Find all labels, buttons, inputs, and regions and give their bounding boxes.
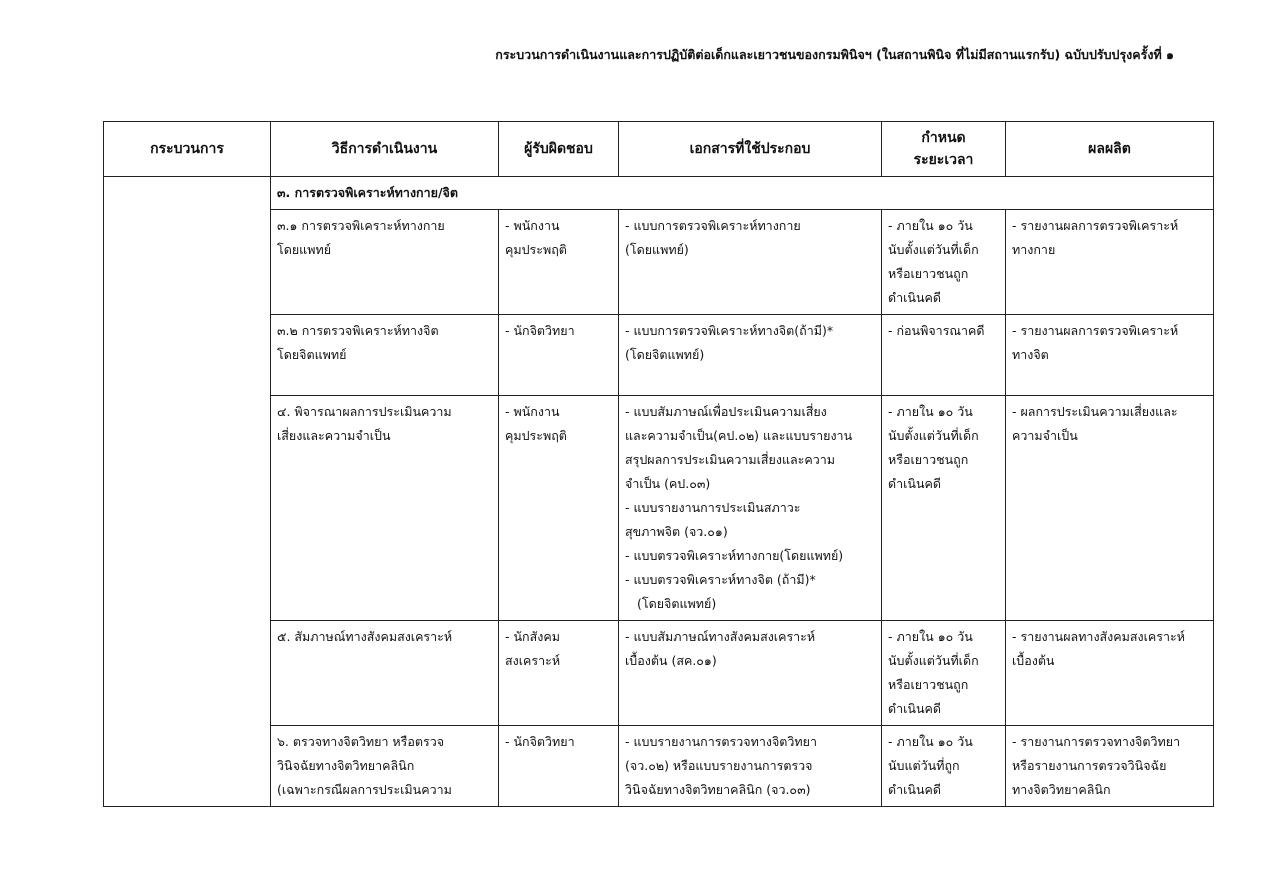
method-cell [271,621,499,726]
documents-line: (โดยแพทย์) [625,242,689,257]
method-cell [271,396,499,621]
column-header-output: ผลผลิต [1006,122,1214,177]
output-line: ความจำเป็น [1012,428,1078,443]
responsible-line: - นักสังคม [505,629,560,644]
output-cell [1006,315,1214,396]
documents-line: - แบบตรวจพิเคราะห์ทางกาย(โดยแพทย์) [625,548,844,563]
timeline-line: ดำเนินคดี [888,290,941,305]
timeline-line: - ภายใน ๑๐ วัน [888,734,973,749]
responsible-cell [499,315,619,396]
output-line: ทางจิต [1012,347,1049,362]
timeline-line: - ก่อนพิจารณาคดี [888,323,985,338]
column-header-documents: เอกสารที่ใช้ประกอบ [619,122,882,177]
method-line: เสี่ยงและความจำเป็น [277,428,391,443]
output-line: ทางกาย [1012,242,1056,257]
column-header-timeline-line2: ระยะเวลา [913,152,974,168]
responsible-line: - นักจิตวิทยา [505,323,575,338]
output-line: - รายงานผลทางสังคมสงเคราะห์ [1012,629,1185,644]
method-line: วินิจฉัยทางจิตวิทยาคลินิก [277,758,415,773]
responsible-line: - พนักงาน [505,218,560,233]
timeline-line: ดำเนินคดี [888,701,941,716]
process-cell [104,177,271,807]
timeline-line: - ภายใน ๑๐ วัน [888,629,973,644]
responsible-cell [499,726,619,807]
column-header-method: วิธีการดำเนินงาน [271,122,499,177]
output-line: - รายงานการตรวจทางจิตวิทยา [1012,734,1181,749]
responsible-cell [499,621,619,726]
method-line: ๓.๑ การตรวจพิเคราะห์ทางกาย [277,218,445,233]
timeline-line: หรือเยาวชนถูก [888,452,969,467]
timeline-cell [882,726,1006,807]
table-header-row [104,122,1214,177]
documents-line: (โดยจิตแพทย์) [637,596,717,611]
method-cell [271,315,499,396]
table-row [104,210,1214,315]
responsible-line: - นักจิตวิทยา [505,734,575,749]
responsible-cell [499,210,619,315]
method-line: ๓.๒ การตรวจพิเคราะห์ทางจิต [277,323,439,338]
process-table [103,121,1214,807]
timeline-line: นับแต่วันที่ถูก [888,758,960,773]
column-header-timeline-line1: กำหนด [921,130,966,146]
output-cell [1006,621,1214,726]
table-row [104,726,1214,807]
section-title: ๓. การตรวจพิเคราะห์ทางกาย/จิต [271,177,1214,210]
timeline-line: หรือเยาวชนถูก [888,677,969,692]
output-line: - รายงานผลการตรวจพิเคราะห์ [1012,323,1179,338]
timeline-cell [882,210,1006,315]
output-cell [1006,726,1214,807]
output-line: หรือรายงานการตรวจวินิจฉัย [1012,758,1167,773]
timeline-line: ดำเนินคดี [888,476,941,491]
timeline-line: ดำเนินคดี [888,782,941,797]
timeline-line: นับตั้งแต่วันที่เด็ก [888,242,979,257]
responsible-line: สงเคราะห์ [505,653,561,668]
table-row [104,315,1214,396]
documents-line: (โดยจิตแพทย์) [625,347,705,362]
documents-line: - แบบการตรวจพิเคราะห์ทางกาย [625,218,801,233]
responsible-line: คุมประพฤติ [505,428,567,443]
method-cell [271,726,499,807]
method-line: โดยแพทย์ [277,242,332,257]
method-line: โดยจิตแพทย์ [277,347,347,362]
section-row [104,177,1214,210]
method-line: (เฉพาะกรณีผลการประเมินความ [277,782,452,797]
documents-cell [619,621,882,726]
timeline-line: นับตั้งแต่วันที่เด็ก [888,653,979,668]
documents-line: และความจำเป็น(คป.๐๒) และแบบรายงาน [625,428,853,443]
timeline-line: - ภายใน ๑๐ วัน [888,218,973,233]
timeline-line: นับตั้งแต่วันที่เด็ก [888,428,979,443]
documents-cell [619,726,882,807]
method-line: ๔. พิจารณาผลการประเมินความ [277,404,452,419]
documents-line: - แบบตรวจพิเคราะห์ทางจิต (ถ้ามี)* [625,572,816,587]
documents-line: วินิจฉัยทางจิตวิทยาคลินิก (จว.๐๓) [625,782,811,797]
output-line: เบื้องต้น [1012,653,1055,668]
documents-line: จำเป็น (คป.๐๓) [625,476,711,491]
documents-line: เบื้องต้น (สค.๐๑) [625,653,717,668]
documents-cell [619,396,882,621]
output-line: ทางจิตวิทยาคลินิก [1012,782,1111,797]
responsible-line: คุมประพฤติ [505,242,567,257]
responsible-line: - พนักงาน [505,404,560,419]
timeline-cell [882,396,1006,621]
documents-line: สรุปผลการประเมินความเสี่ยงและความ [625,452,836,467]
method-line: ๖. ตรวจทางจิตวิทยา หรือตรวจ [277,734,445,749]
method-cell [271,210,499,315]
documents-line: สุขภาพจิต (จว.๐๑) [625,524,728,539]
timeline-line: - ภายใน ๑๐ วัน [888,404,973,419]
documents-line: (จว.๐๒) หรือแบบรายงานการตรวจ [625,758,813,773]
column-header-timeline [882,122,1006,177]
timeline-line: หรือเยาวชนถูก [888,266,969,281]
output-line: - รายงานผลการตรวจพิเคราะห์ [1012,218,1179,233]
documents-line: - แบบสัมภาษณ์ทางสังคมสงเคราะห์ [625,629,816,644]
column-header-responsible: ผู้รับผิดชอบ [499,122,619,177]
documents-line: - แบบสัมภาษณ์เพื่อประเมินความเสี่ยง [625,404,827,419]
timeline-cell [882,315,1006,396]
method-line: ๕. สัมภาษณ์ทางสังคมสงเคราะห์ [277,629,453,644]
documents-cell [619,315,882,396]
column-header-process: กระบวนการ [104,122,271,177]
documents-cell [619,210,882,315]
responsible-cell [499,396,619,621]
documents-line: - แบบรายงานการตรวจทางจิตวิทยา [625,734,818,749]
table-row [104,621,1214,726]
output-cell [1006,396,1214,621]
documents-line: - แบบรายงานการประเมินสภาวะ [625,500,801,515]
output-cell [1006,210,1214,315]
timeline-cell [882,621,1006,726]
documents-line: - แบบการตรวจพิเคราะห์ทางจิต(ถ้ามี)* [625,323,834,338]
output-line: - ผลการประเมินความเสี่ยงและ [1012,404,1178,419]
table-row [104,396,1214,621]
page-header-title: กระบวนการดำเนินงานและการปฏิบัติต่อเด็กและเยาวชนของกรมพินิจฯ (ในสถานพินิจ ที่ไม่มีสถานแรกรับ) ฉบับปรับปรุงครั้งที่ ๑ [495,47,1174,62]
